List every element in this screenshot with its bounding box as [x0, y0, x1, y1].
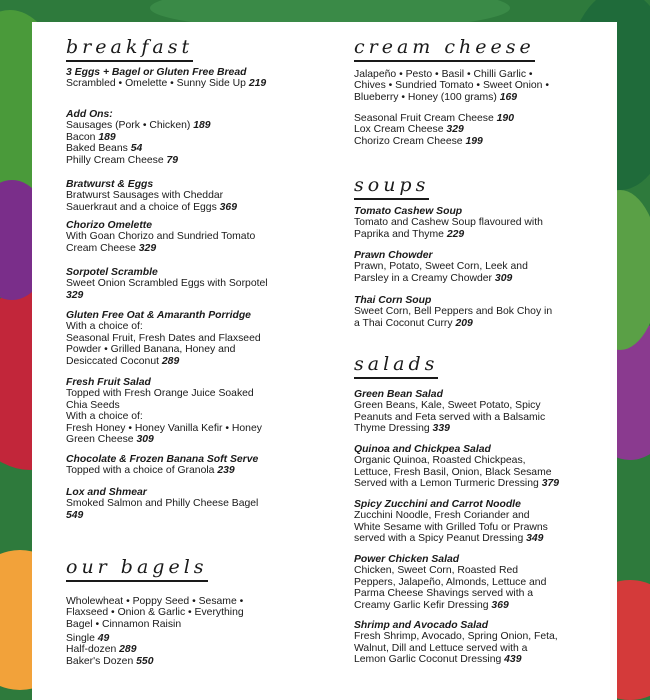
cream-cheese-line: Jalapeño • Pesto • Basil • Chilli Garlic • — [354, 69, 533, 80]
size-label: Half-dozen — [66, 644, 117, 656]
menu-item-text: Green Cheese — [66, 434, 134, 446]
menu-item — [66, 179, 326, 213]
menu-item-text: Lemon Garlic Coconut Dressing — [354, 654, 502, 666]
menu-item-text: Thyme Dressing — [354, 423, 430, 435]
menu-item-price: 79 — [166, 154, 179, 166]
bagel-size-single — [66, 633, 326, 644]
size-price: 289 — [119, 644, 137, 656]
menu-item-text: Sweet Corn, Bell Peppers and Bok Choy in — [354, 306, 553, 318]
menu-item-text: Organic Quinoa, Roasted Chickpeas, — [354, 455, 526, 467]
menu-item-line — [354, 510, 602, 521]
menu-item-text: served with a Spicy Peanut Dressing — [354, 533, 524, 545]
menu-item-name: Quinoa and Chickpea Salad — [354, 444, 491, 455]
bagels-line: Flaxseed • Onion & Garlic • Everything — [66, 607, 244, 619]
menu-item-line — [354, 577, 602, 588]
menu-item-text: Parma Cheese Shavings served with a — [354, 588, 534, 600]
menu-item — [66, 454, 326, 477]
menu-item-line — [66, 231, 326, 242]
menu-item — [66, 487, 326, 521]
menu-item-line — [354, 643, 602, 654]
menu-item-price: 309 — [494, 272, 513, 284]
menu-item-text: Creamy Garlic Kefir Dressing — [354, 599, 489, 611]
menu-item-price: 369 — [491, 599, 509, 611]
bagels-description — [66, 596, 326, 630]
bagel-size-half-dozen — [66, 644, 326, 655]
size-label: Single — [66, 633, 95, 644]
menu-item-text: Baked Beans — [66, 143, 128, 155]
menu-item-line — [66, 344, 326, 355]
menu-item-price: 379 — [541, 478, 560, 490]
menu-item-name: Fresh Fruit Salad — [66, 377, 151, 388]
menu-item — [354, 620, 602, 666]
menu-item-price: 329 — [138, 242, 157, 254]
menu-item-text: Sweet Onion Scrambled Eggs with Sorpotel — [66, 278, 268, 290]
menu-item-name: Gluten Free Oat & Amaranth Porridge — [66, 310, 251, 321]
menu-item-name: Tomato Cashew Soup — [354, 206, 463, 217]
menu-page — [32, 22, 617, 700]
menu-item-line — [66, 411, 326, 422]
menu-item-text: Walnut, Dill and Lettuce served with a — [354, 642, 528, 654]
menu-item-name: Green Bean Salad — [354, 389, 443, 400]
cream-cheese-extras — [354, 113, 602, 147]
salads-title: salads — [354, 353, 438, 379]
cream-cheese-line-text: Blueberry • Honey (100 grams) — [354, 91, 497, 103]
bagels-line: Bagel • Cinnamon Raisin — [66, 618, 182, 630]
menu-item-line — [354, 273, 602, 284]
menu-item-line — [354, 217, 602, 228]
menu-item-text: Paprika and Thyme — [354, 228, 444, 240]
menu-item — [354, 554, 602, 611]
menu-item-line — [354, 522, 602, 533]
menu-item — [66, 220, 326, 254]
menu-item-price: 289 — [161, 355, 180, 367]
cream-cheese-extra — [354, 124, 602, 135]
soups-title: soups — [354, 174, 429, 200]
menu-item-name: 3 Eggs + Bagel or Gluten Free Bread — [66, 67, 247, 78]
menu-item-line — [354, 565, 602, 576]
menu-item-line — [66, 120, 326, 131]
menu-item-name: Lox and Shmear — [66, 487, 147, 498]
menu-item-line — [66, 465, 326, 476]
menu-item-text: Peanuts and Feta served with a Balsamic — [354, 411, 546, 423]
menu-item-text: With a choice of: — [66, 411, 143, 423]
menu-item-name: Spicy Zucchini and Carrot Noodle — [354, 499, 521, 510]
cream-cheese-price: 169 — [499, 91, 518, 103]
bagels-line: Wholewheat • Poppy Seed • Sesame • — [66, 596, 244, 607]
menu-item-line — [354, 478, 602, 489]
menu-item-line — [66, 356, 326, 367]
menu-item-line — [66, 510, 326, 521]
extra-label: Chorizo Cream Cheese — [354, 135, 463, 147]
menu-item-line — [354, 631, 602, 642]
menu-item-text: Powder • Grilled Banana, Honey and — [66, 344, 236, 356]
menu-item-line — [66, 243, 326, 254]
menu-item — [354, 295, 602, 329]
menu-item-line — [66, 278, 326, 289]
menu-item-price: 209 — [455, 317, 473, 329]
menu-item-name: Power Chicken Salad — [354, 554, 460, 565]
menu-item-name: Chorizo Omelette — [66, 220, 153, 231]
menu-item-text: Zucchini Noodle, Fresh Coriander and — [354, 510, 530, 522]
menu-item-line — [354, 412, 602, 423]
menu-item — [354, 444, 602, 490]
menu-item — [66, 67, 326, 90]
menu-item-text: Seasonal Fruit, Fresh Dates and Flaxseed — [66, 332, 261, 344]
menu-item-name: Shrimp and Avocado Salad — [354, 620, 489, 631]
menu-item-line — [66, 290, 326, 301]
menu-item-text: Philly Cream Cheese — [66, 154, 164, 166]
menu-item-price: 189 — [193, 120, 211, 132]
menu-item — [66, 109, 326, 166]
menu-item-text: Fresh Honey • Honey Vanilla Kefir • Honey — [66, 422, 262, 434]
menu-item-price: 439 — [504, 654, 522, 666]
menu-item-line — [354, 467, 602, 478]
menu-item-price: 219 — [248, 78, 267, 90]
menu-item-text: Chia Seeds — [66, 399, 120, 411]
menu-item-text: Parsley in a Creamy Chowder — [354, 272, 493, 284]
menu-item-text: With a choice of: — [66, 321, 143, 333]
menu-item-name: Prawn Chowder — [354, 250, 433, 261]
cream-cheese-flavours — [354, 69, 602, 103]
menu-item-text: Sausages (Pork • Chicken) — [66, 120, 191, 132]
extra-label: Seasonal Fruit Cream Cheese — [354, 113, 494, 124]
menu-item-text: Fresh Shrimp, Avocado, Spring Onion, Feta, — [354, 631, 558, 643]
menu-item-price: 369 — [219, 201, 237, 213]
size-price: 550 — [136, 655, 154, 667]
menu-item-text: Peppers, Jalapeño, Almonds, Lettuce and — [354, 576, 547, 588]
menu-item-name: Chocolate & Frozen Banana Soft Serve — [66, 454, 259, 465]
cream-cheese-line: Chives • Sundried Tomato • Sweet Onion • — [354, 80, 549, 92]
menu-item-text: Tomato and Cashew Soup flavoured with — [354, 217, 543, 229]
cream-cheese-title: cream cheese — [354, 36, 535, 62]
menu-item-name: Thai Corn Soup — [354, 295, 432, 306]
extra-price: 190 — [496, 113, 514, 124]
menu-item-line — [66, 423, 326, 434]
size-label: Baker's Dozen — [66, 655, 134, 667]
menu-item-text: Chicken, Sweet Corn, Roasted Red — [354, 565, 519, 577]
menu-item-line — [66, 155, 326, 166]
menu-item-line — [66, 78, 326, 89]
menu-item-text: Lettuce, Fresh Basil, Onion, Black Sesame — [354, 466, 552, 478]
menu-item-text: Served with a Lemon Turmeric Dressing — [354, 478, 539, 490]
menu-item-price: 229 — [446, 228, 465, 240]
menu-item-price: 239 — [217, 465, 235, 477]
menu-item-name: Bratwurst & Eggs — [66, 179, 154, 190]
menu-item-text: Bratwurst Sausages with Cheddar — [66, 190, 224, 202]
menu-item-price: 339 — [432, 423, 450, 435]
menu-item-text: Sauerkraut and a choice of Eggs — [66, 201, 217, 213]
menu-item-text: Topped with a choice of Granola — [66, 465, 215, 477]
bagels-title: our bagels — [66, 556, 208, 582]
menu-item-line — [354, 654, 602, 665]
menu-item-name: Sorpotel Scramble — [66, 267, 158, 278]
menu-item-line — [66, 333, 326, 344]
extra-label: Lox Cream Cheese — [354, 124, 444, 136]
menu-item — [354, 389, 602, 435]
menu-item-price: 54 — [130, 143, 143, 155]
menu-item-price: 309 — [136, 434, 154, 446]
menu-item-text: Prawn, Potato, Sweet Corn, Leek and — [354, 261, 528, 273]
menu-item-line — [66, 400, 326, 411]
menu-item-line — [66, 321, 326, 332]
menu-item — [66, 377, 326, 445]
breakfast-title: breakfast — [66, 36, 193, 62]
menu-item — [354, 206, 602, 240]
menu-item-line — [354, 261, 602, 272]
menu-item-line — [66, 132, 326, 143]
menu-item-text: Bacon — [66, 131, 96, 143]
menu-item-line — [66, 190, 326, 201]
menu-item-name: Add Ons: — [66, 109, 113, 120]
extra-price: 329 — [446, 124, 464, 136]
extra-price: 199 — [465, 135, 483, 147]
menu-item-line — [354, 318, 602, 329]
menu-item-price: 549 — [66, 509, 84, 521]
menu-item-line — [354, 423, 602, 434]
menu-item-price: 189 — [98, 131, 116, 143]
menu-item-line — [66, 498, 326, 509]
menu-item-line — [354, 306, 602, 317]
bagels-sizes — [66, 633, 326, 667]
menu-item-price: 349 — [526, 533, 544, 545]
menu-item-line — [354, 600, 602, 611]
cream-cheese-line — [354, 92, 602, 103]
menu-item-text: White Sesame with Grilled Tofu or Prawns — [354, 521, 548, 533]
bagel-size-bakers-dozen — [66, 656, 326, 667]
menu-item-line — [354, 533, 602, 544]
menu-item-line — [354, 588, 602, 599]
menu-item-text: a Thai Coconut Curry — [354, 317, 453, 329]
menu-item — [354, 499, 602, 545]
menu-item — [66, 267, 326, 301]
menu-item — [66, 310, 326, 367]
size-price: 49 — [97, 633, 110, 644]
menu-item-text: Scrambled • Omelette • Sunny Side Up — [66, 78, 246, 90]
menu-item-text: Cream Cheese — [66, 242, 136, 254]
menu-item-price: 329 — [66, 289, 84, 301]
menu-item-line — [354, 455, 602, 466]
menu-item-line — [354, 400, 602, 411]
menu-item-line — [66, 202, 326, 213]
menu-item-text: Topped with Fresh Orange Juice Soaked — [66, 388, 254, 400]
menu-item-text: With Goan Chorizo and Sundried Tomato — [66, 231, 256, 243]
menu-item-text: Green Beans, Kale, Sweet Potato, Spicy — [354, 400, 541, 412]
cream-cheese-extra — [354, 113, 602, 124]
menu-item-line — [66, 143, 326, 154]
menu-item-line — [66, 388, 326, 399]
menu-item-text: Smoked Salmon and Philly Cheese Bagel — [66, 498, 259, 510]
menu-item-text: Desiccated Coconut — [66, 355, 159, 367]
menu-item-line — [354, 229, 602, 240]
menu-item — [354, 250, 602, 284]
menu-item-line — [66, 434, 326, 445]
cream-cheese-extra — [354, 136, 602, 147]
